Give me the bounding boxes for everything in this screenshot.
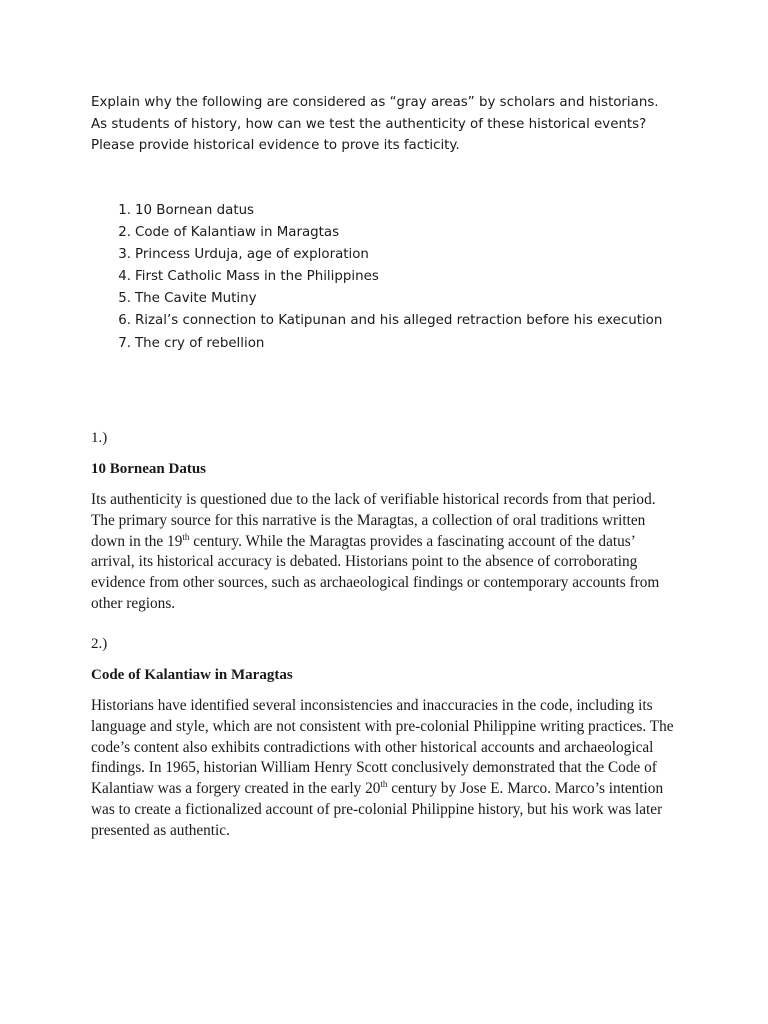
list-item: [91, 288, 691, 310]
list-item: [91, 200, 691, 222]
list-item-text: Code of Kalantiaw in Maragtas: [135, 225, 340, 241]
ordinal-suffix: th: [380, 779, 388, 790]
list-item-number: 6.: [118, 313, 131, 329]
intro-paragraph: Explain why the following are considered as “gray areas” by scholars and historians. As students of history, how can we test the authenticity of these historical events? Please provide historical evidence to prove its facticity.: [91, 95, 659, 153]
list-item-number: 1.: [118, 203, 131, 218]
list-item-text: Princess Urduja, age of exploration: [135, 247, 369, 263]
list-item: [91, 244, 691, 266]
section-heading: Code of Kalantiaw in Maragtas: [91, 667, 293, 683]
list-item: [91, 266, 691, 288]
topic-list: [91, 200, 691, 355]
section-body: [91, 490, 681, 615]
section-body-text: Its authenticity is questioned due to the lack of verifiable historical records from that period. The primary source for this narrative is the Maragtas, a collection of oral traditions written down in the 19: [91, 491, 656, 550]
answer-section-1: [91, 428, 681, 615]
ordinal-suffix: th: [182, 531, 190, 542]
list-item-text: Rizal’s connection to Katipunan and his alleged retraction before his execution: [135, 313, 663, 329]
section-body-text: Historians have identified several inconsistencies and inaccuracies in the code, including its language and style, which are not consistent with pre-colonial Philippine writing practices. The code’s content also exhibits contradictions with other historical accounts and archaeological findings. In 1965, historian William Henry Scott conclusively demonstrated that the Code of Kalantiaw was a forgery created in the early 20: [91, 697, 674, 798]
list-item-number: 2.: [118, 225, 131, 241]
section-heading: 10 Bornean Datus: [91, 461, 207, 477]
list-item-text: The Cavite Mutiny: [135, 291, 257, 307]
list-item-number: 7.: [118, 335, 131, 351]
list-item: [91, 310, 691, 332]
section-body: [91, 696, 681, 842]
list-item-text: First Catholic Mass in the Philippines: [135, 269, 379, 285]
list-item: [91, 333, 691, 355]
answer-section-2: [91, 634, 681, 842]
section-number: 2.): [91, 636, 108, 652]
section-number: 1.): [91, 430, 108, 446]
list-item: [91, 222, 691, 244]
list-item-text: 10 Bornean datus: [135, 203, 255, 218]
list-item-number: 3.: [118, 247, 131, 263]
section-body-text: century. While the Maragtas provides a fascinating account of the datus’ arrival, its historical accuracy is debated. Historians point to the absence of corroborating evidence from other sources, such as archaeological findings or contemporary accounts from other regions.: [91, 532, 660, 612]
list-item-number: 4.: [118, 269, 131, 285]
list-item-text: The cry of rebellion: [135, 335, 265, 351]
list-item-number: 5.: [118, 291, 131, 307]
section-body-text: century by Jose E. Marco. Marco’s intention was to create a fictionalized account of pre-colonial Philippine history, but his work was later presented as authentic.: [91, 780, 664, 839]
